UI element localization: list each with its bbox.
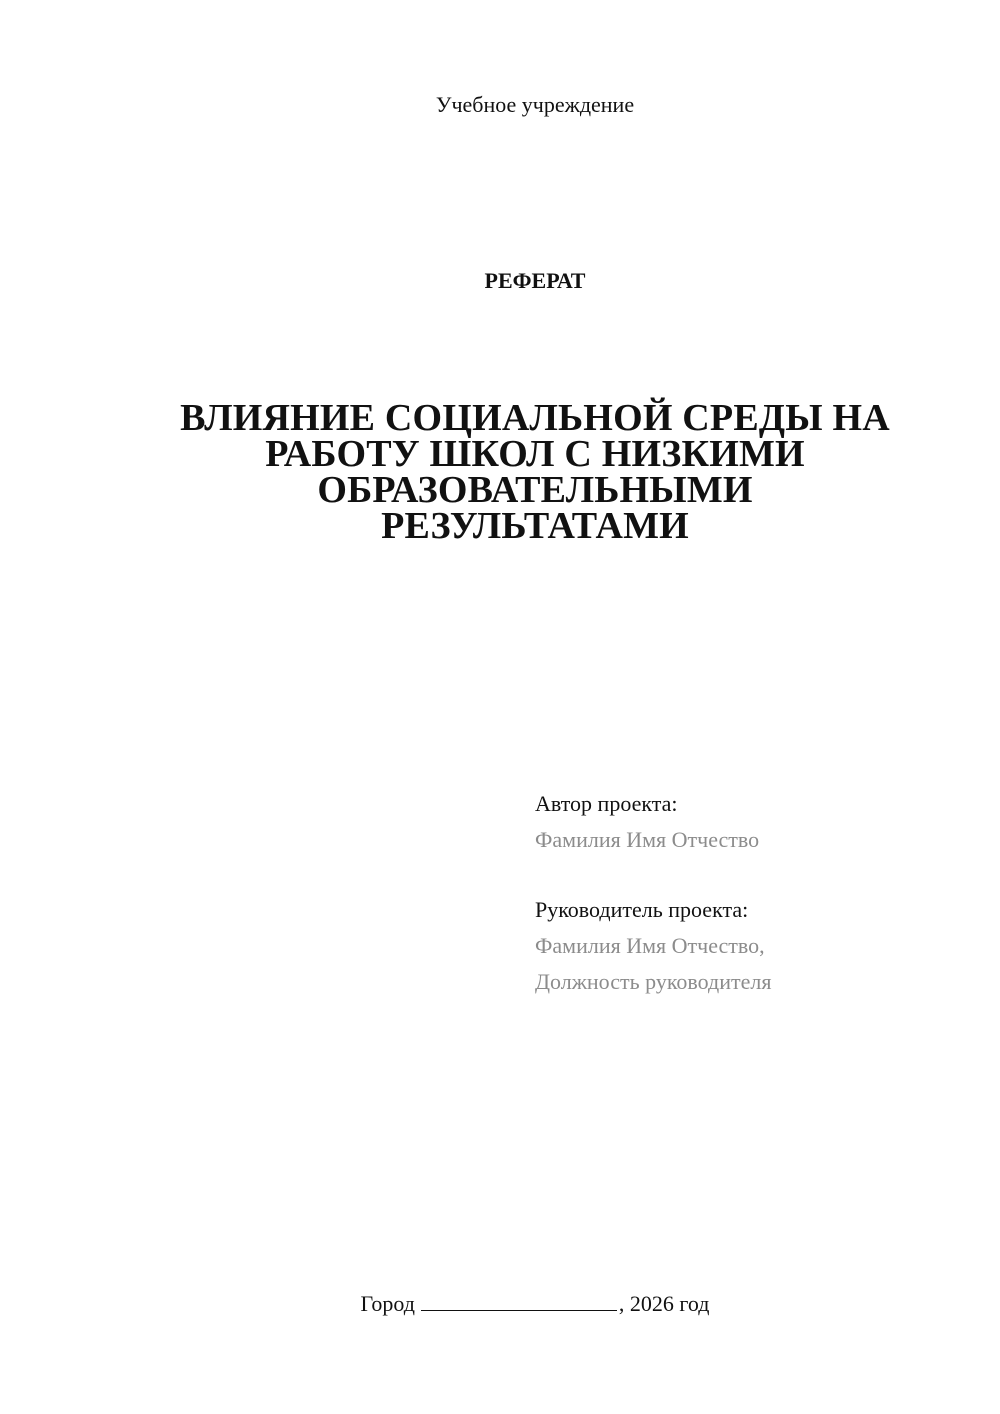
- document-title: [135, 397, 935, 547]
- city-label: Город: [360, 1291, 415, 1316]
- city-year-line: [0, 1290, 1000, 1318]
- author-name: Фамилия Имя Отчество: [535, 827, 760, 852]
- supervisor-label: Руководитель проекта:: [535, 897, 749, 922]
- city-blank-line: [421, 1290, 617, 1311]
- institution-name: Учебное учреждение: [435, 92, 635, 117]
- supervisor-name: Фамилия Имя Отчество,: [535, 933, 765, 958]
- title-line: ОБРАЗОВАТЕЛЬНЫМИ: [317, 469, 753, 511]
- supervisor-block: [535, 892, 975, 1000]
- title-line: РЕЗУЛЬТАТАМИ: [381, 505, 689, 547]
- author-label: Автор проекта:: [535, 791, 678, 816]
- year-text: , 2026 год: [618, 1291, 710, 1316]
- supervisor-position: Должность руководителя: [535, 969, 772, 994]
- title-line: РАБОТУ ШКОЛ С НИЗКИМИ: [265, 433, 805, 475]
- author-block: [535, 786, 975, 858]
- title-line: ВЛИЯНИЕ СОЦИАЛЬНОЙ СРЕДЫ НА: [180, 397, 890, 439]
- document-type: РЕФЕРАТ: [484, 268, 586, 293]
